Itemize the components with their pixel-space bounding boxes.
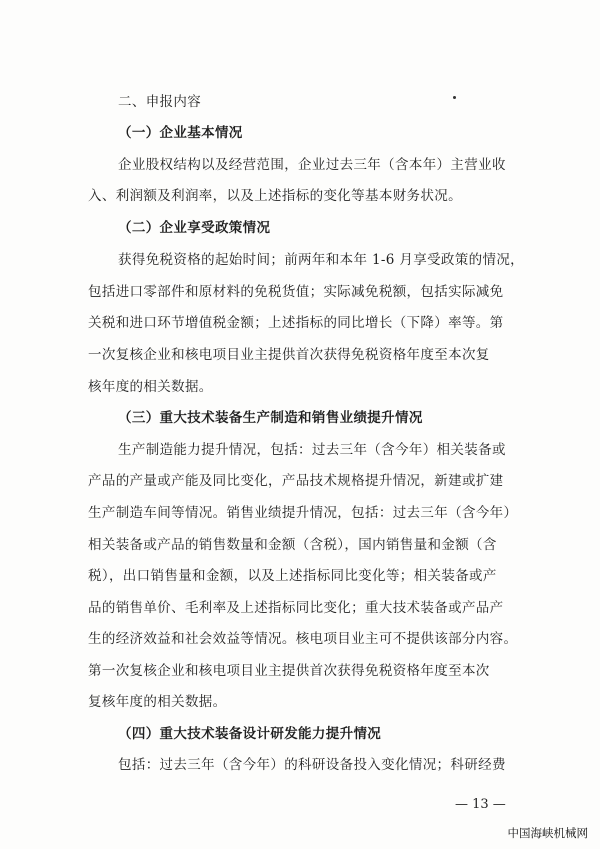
body-text-line: 税），出口销售量和金额，以及上述指标同比变化等；相关装备或产: [88, 568, 497, 584]
body-text-line: 获得免税资格的起始时间；前两年和本年 1-6 月享受政策的情况，: [118, 252, 525, 268]
body-text-line: 一次复核企业和核电项目业主提供首次获得免税资格年度至本次复: [88, 347, 490, 363]
body-text-line: 包括进口零部件和原材料的免税货值；实际减免税额，包括实际减免: [88, 284, 504, 300]
body-text-line: 关税和进口环节增值税金额；上述指标的同比增长（下降）率等。第: [88, 315, 504, 331]
body-text-line: 品的销售单价、毛利率及上述指标同比变化；重大技术装备或产品产: [88, 600, 504, 616]
page-number-text: — 13 —: [455, 797, 506, 812]
section-heading: （四）重大技术装备设计研发能力提升情况: [118, 726, 382, 742]
body-text-line: 相关装备或产品的销售数量和金额（含税），国内销售量和金额（含: [88, 537, 497, 553]
source-watermark: 中国海峡机械网: [507, 826, 588, 840]
section-heading: （三）重大技术装备生产制造和销售业绩提升情况: [118, 410, 423, 426]
body-text-line: 产品的产量或产能及同比变化，产品技术规格提升情况，新建或扩建: [88, 473, 504, 489]
section-heading: （一）企业基本情况: [118, 125, 243, 141]
body-text-line: 第一次复核企业和核电项目业主提供首次获得免税资格年度至本次: [88, 663, 490, 679]
body-text-line: 核年度的相关数据。: [88, 379, 213, 395]
body-text-line: 包括：过去三年（含今年）的科研设备投入变化情况；科研经费: [118, 757, 506, 773]
body-text-line: 二、申报内容: [118, 94, 202, 110]
section-heading: （二）企业享受政策情况: [118, 220, 271, 236]
body-text-line: 生的经济效益和社会效益等情况。核电项目业主可不提供该部分内容。: [88, 631, 518, 647]
body-text-line: 生产制造能力提升情况，包括：过去三年（含今年）相关装备或: [118, 442, 506, 458]
body-text-line: 生产制造车间等情况。销售业绩提升情况，包括：过去三年（含今年）: [88, 505, 518, 521]
body-text-line: 复核年度的相关数据。: [88, 694, 227, 710]
body-text-line: 入、利润额及利润率，以及上述指标的变化等基本财务状况。: [88, 188, 462, 204]
body-text-line: 企业股权结构以及经营范围，企业过去三年（含本年）主营业收: [118, 157, 506, 173]
